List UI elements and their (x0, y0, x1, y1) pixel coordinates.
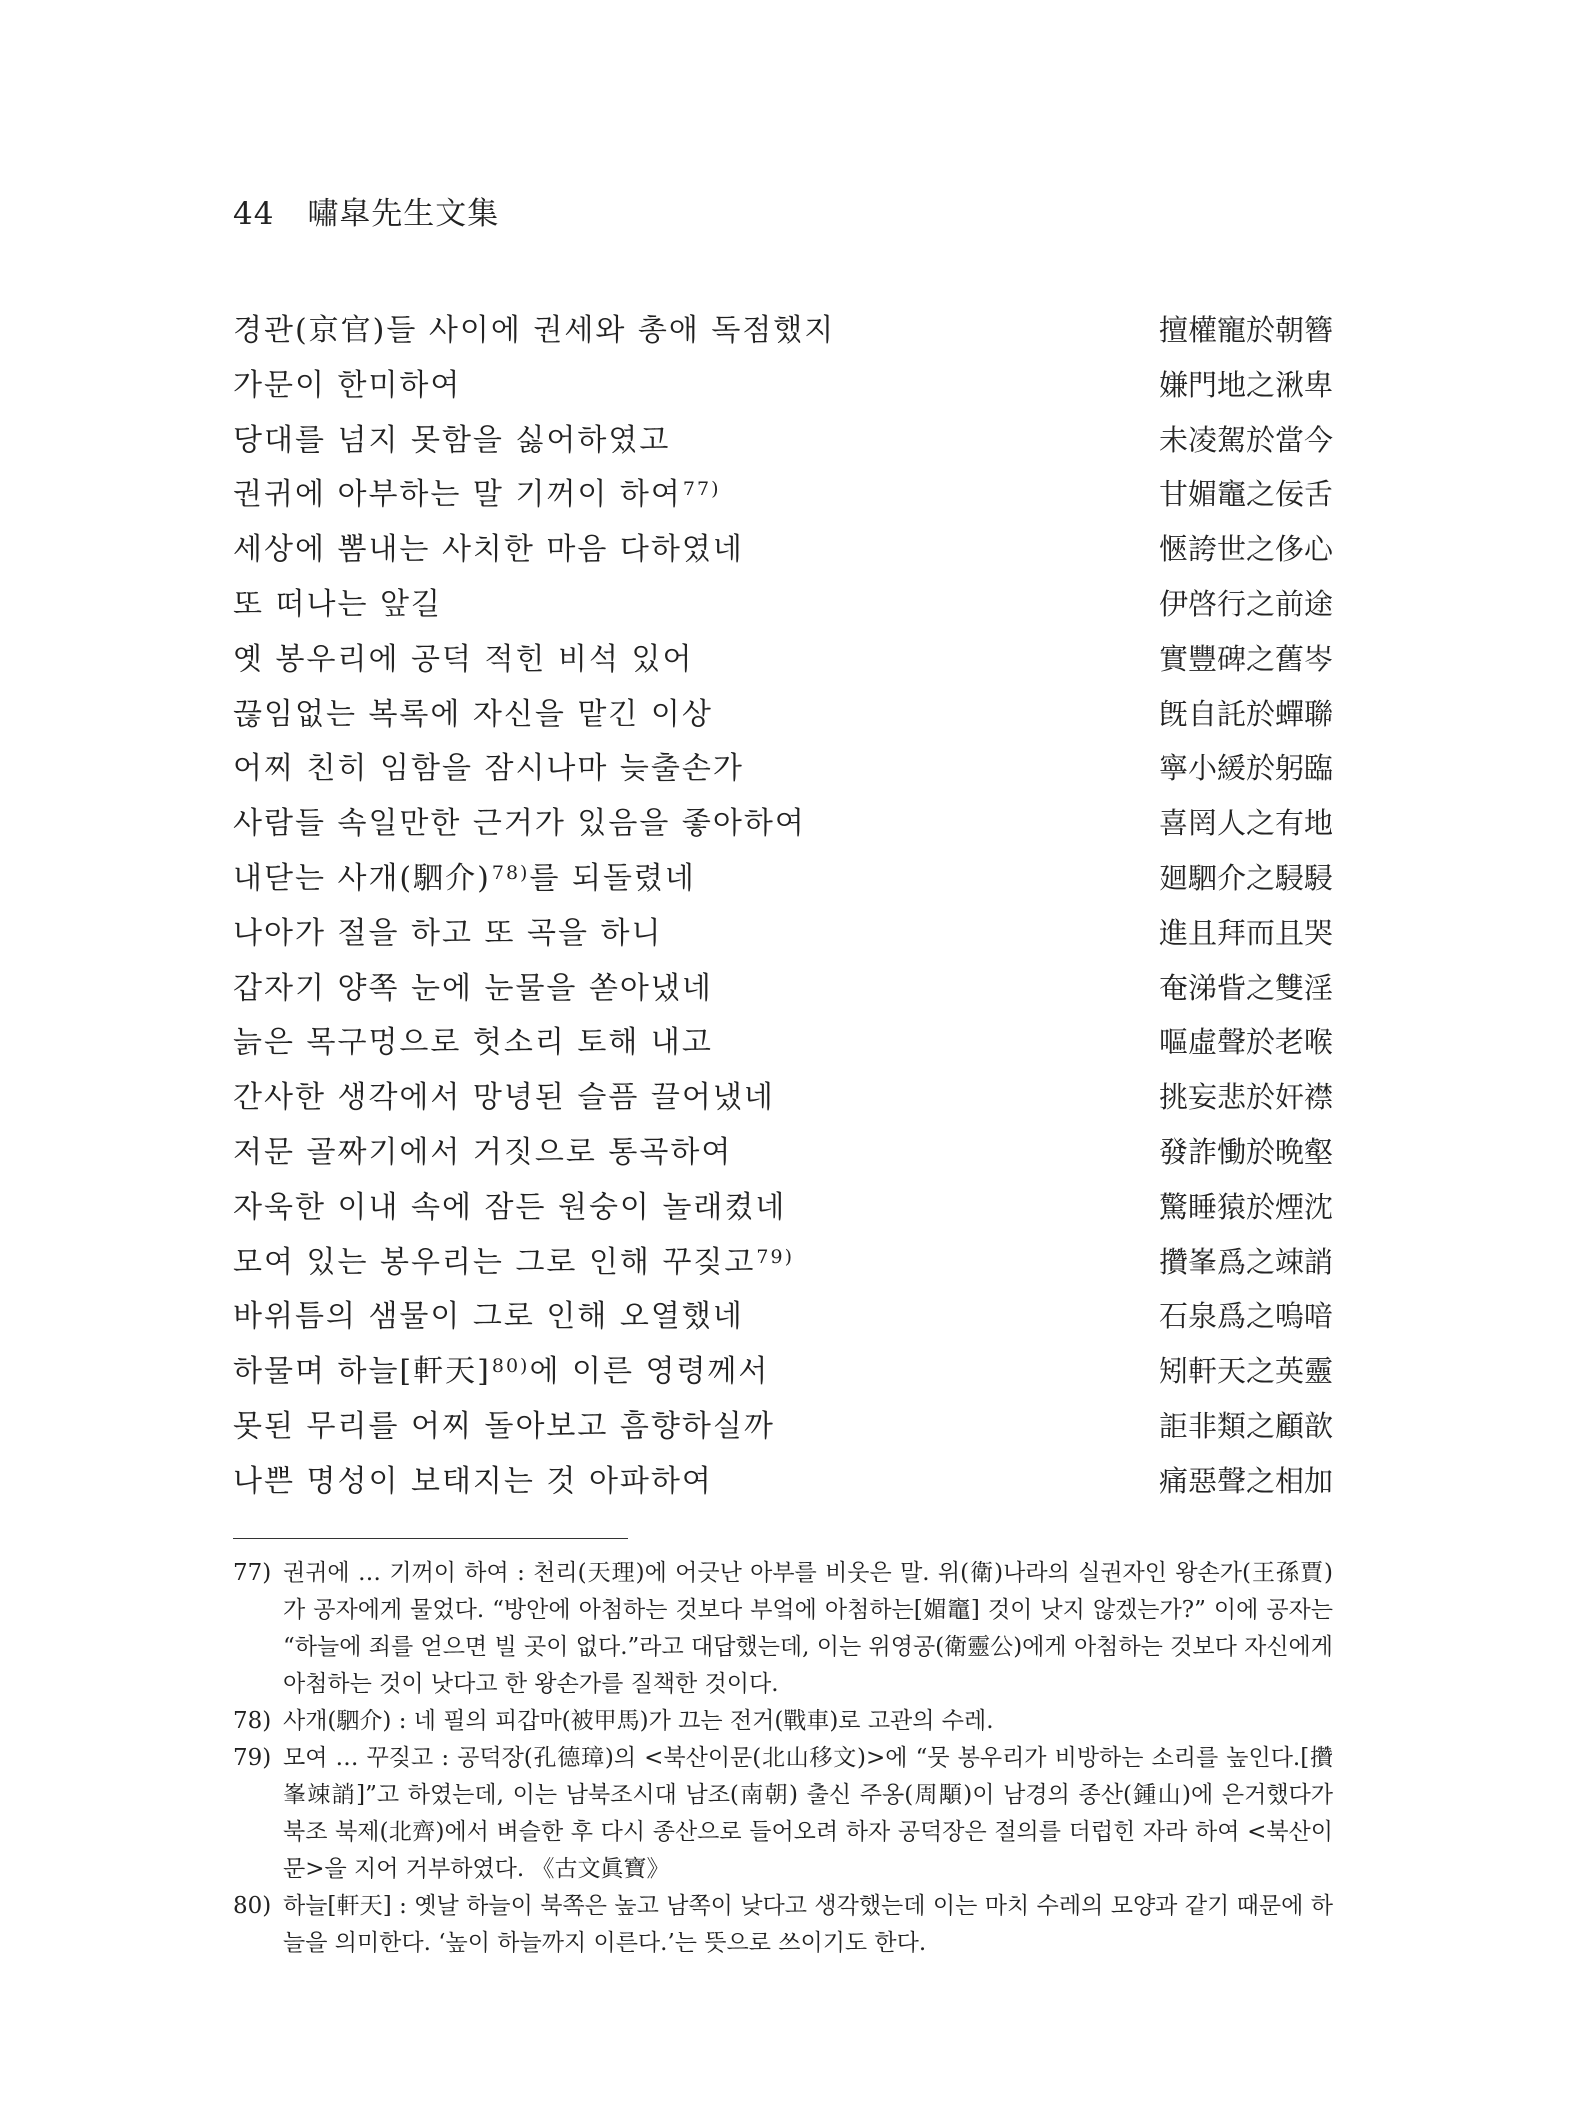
verse-line (233, 360, 1333, 415)
verse-line (233, 853, 1333, 908)
verse-line (233, 689, 1333, 744)
korean-line: 저문 골짜기에서 거짓으로 통곡하여 (233, 1134, 733, 1170)
chinese-line: 奄涕眥之雙淫 (1158, 970, 1333, 1005)
chinese-line: 詎非類之顧歆 (1158, 1408, 1333, 1443)
korean-line: 세상에 뽐내는 사치한 마음 다하였네 (233, 532, 744, 568)
verse-line (233, 798, 1333, 853)
korean-line: 모여 있는 봉우리는 그로 인해 꾸짖고$^{79)}$ (233, 1244, 794, 1280)
verse-line (233, 908, 1333, 963)
footnote-ref[interactable]: 78) (491, 861, 530, 884)
footnote-ref[interactable]: 79) (756, 1245, 794, 1268)
korean-line: 나아가 절을 하고 또 곡을 하니 (233, 915, 663, 951)
verse-line (233, 1401, 1333, 1456)
chinese-line: 甘媚竈之佞舌 (1158, 477, 1333, 512)
verse-line (233, 1291, 1333, 1346)
korean-line: 가문이 한미하여 (233, 367, 462, 403)
verse-line (233, 634, 1333, 689)
page-number: 44 (233, 196, 275, 232)
korean-line: 늙은 목구멍으로 헛소리 토해 내고 (233, 1025, 713, 1061)
verse-translation-list (233, 305, 1333, 1511)
chinese-line: 旣自託於蟬聯 (1158, 696, 1333, 731)
chinese-line: 寧小緩於躬臨 (1158, 751, 1333, 786)
korean-line: 또 떠나는 앞길 (233, 586, 442, 622)
chinese-line: 進且拜而且哭 (1158, 915, 1333, 950)
footnote-text: 하늘[軒天] : 옛날 하늘이 북쪽은 높고 남쪽이 낮다고 생각했는데 이는 마치 수레의 모양과 같기 때문에 하늘을 의미한다. ‘높이 하늘까지 이른다.’는 뜻으로 쓰이기도 한다. (283, 1893, 1333, 1956)
verse-line (233, 1237, 1333, 1292)
verse-line (233, 1072, 1333, 1127)
verse-line (233, 963, 1333, 1018)
chinese-line: 擅權寵於朝簪 (1158, 313, 1333, 347)
chinese-line: 喜罔人之有地 (1158, 806, 1333, 841)
footnote (233, 1555, 1333, 1703)
korean-line: 경관(京官)들 사이에 권세와 총애 독점했지 (233, 313, 836, 348)
footnote-number: 79) (233, 1745, 272, 1771)
verse-line (233, 1346, 1333, 1401)
footnote (233, 1888, 1333, 1962)
korean-line: 옛 봉우리에 공덕 적힌 비석 있어 (233, 641, 694, 677)
verse-line (233, 1127, 1333, 1182)
verse-line (233, 469, 1333, 524)
footnote-ref[interactable]: 80) (491, 1355, 530, 1378)
verse-line (233, 1456, 1333, 1511)
footnote-number: 78) (233, 1708, 272, 1734)
verse-line (233, 524, 1333, 579)
chinese-line: 痛惡聲之相加 (1158, 1463, 1333, 1498)
korean-line: 나쁜 명성이 보태지는 것 아파하여 (233, 1463, 713, 1499)
korean-line: 하물며 하늘[軒天]$^{80)}$에 이른 영령께서 (233, 1354, 770, 1390)
footnote-text: 권귀에 … 기꺼이 하여 : 천리(天理)에 어긋난 아부를 비웃은 말. 위(衛)나라의 실권자인 왕손가(王孫賈)가 공자에게 물었다. “방안에 아첨하는 것보다 부엌에 아첨하는[媚竈] 것이 낫지 않겠는가?” 이에 공자는 “하늘에 죄를 얻으면 빌 곳이 없다.”라고 대답했는데, 이는 위영공(衛靈公)에게 아첨하는 것보다 자신에게 아첨하는 것이 낫다고 한 왕손가를 질책한 것이다. (283, 1560, 1333, 1697)
book-title: 嘯皐先生文集 (307, 196, 500, 232)
chinese-line: 嘔虛聲於老喉 (1158, 1025, 1333, 1060)
korean-line: 바위틈의 샘물이 그로 인해 오열했네 (233, 1299, 744, 1335)
chinese-line: 伊啓行之前途 (1158, 586, 1333, 621)
footnote-divider (233, 1538, 628, 1539)
verse-line (233, 579, 1333, 634)
footnote-number: 80) (233, 1893, 272, 1919)
footnote (233, 1740, 1333, 1888)
footnote (233, 1703, 1333, 1740)
verse-line (233, 743, 1333, 798)
verse-line (233, 1017, 1333, 1072)
chinese-line: 愜誇世之侈心 (1158, 532, 1333, 567)
korean-line: 사람들 속일만한 근거가 있음을 좋아하여 (233, 806, 806, 842)
chinese-line: 挑妄悲於奸襟 (1158, 1080, 1333, 1115)
korean-line: 자욱한 이내 속에 잠든 원숭이 놀래켰네 (233, 1189, 787, 1225)
chinese-line: 驚睡猿於煙沈 (1158, 1189, 1333, 1224)
verse-line (233, 305, 1333, 360)
korean-line: 간사한 생각에서 망녕된 슬픔 끌어냈네 (233, 1080, 775, 1116)
footnote-text: 모여 … 꾸짖고 : 공덕장(孔德璋)의 <북산이문(北山移文)>에 “뭇 봉우리가 비방하는 소리를 높인다.[攢峯竦誚]”고 하였는데, 이는 남북조시대 남조(南朝) 출신 주옹(周顒)이 남경의 종산(鍾山)에 은거했다가 북조 북제(北齊)에서 벼슬한 후 다시 종산으로 들어오려 하자 공덕장은 절의를 더럽힌 자라 하여 <북산이문>을 지어 거부하였다. 《古文眞寶》 (283, 1745, 1333, 1882)
korean-line: 내닫는 사개(駟介)$^{78)}$를 되돌렸네 (233, 860, 696, 896)
footnote-text: 사개(駟介) : 네 필의 피갑마(被甲馬)가 끄는 전거(戰車)로 고관의 수레. (283, 1708, 994, 1734)
footnotes (233, 1555, 1333, 1962)
korean-line: 끊임없는 복록에 자신을 맡긴 이상 (233, 696, 713, 732)
korean-line: 못된 무리를 어찌 돌아보고 흠향하실까 (233, 1408, 775, 1444)
chinese-line: 廻駟介之駸駸 (1158, 860, 1333, 895)
chinese-line: 石泉爲之嗚喑 (1158, 1299, 1333, 1334)
chinese-line: 攢峯爲之竦誚 (1158, 1244, 1333, 1279)
chinese-line: 實豐碑之舊岑 (1158, 641, 1333, 676)
verse-line (233, 415, 1333, 470)
korean-line: 권귀에 아부하는 말 기꺼이 하여$^{77)}$ (233, 477, 721, 513)
verse-line (233, 1182, 1333, 1237)
footnote-ref[interactable]: 77) (682, 478, 721, 501)
footnote-number: 77) (233, 1560, 272, 1586)
korean-line: 갑자기 양쪽 눈에 눈물을 쏟아냈네 (233, 970, 713, 1006)
running-header (233, 188, 499, 233)
chinese-line: 發詐慟於晩壑 (1158, 1134, 1333, 1169)
chinese-line: 嫌門地之湫卑 (1158, 367, 1333, 402)
korean-line: 당대를 넘지 못함을 싫어하였고 (233, 422, 671, 458)
korean-line: 어찌 친히 임함을 잠시나마 늦출손가 (233, 751, 744, 787)
chinese-line: 矧軒天之英靈 (1158, 1354, 1333, 1389)
chinese-line: 未凌駕於當今 (1158, 422, 1333, 457)
